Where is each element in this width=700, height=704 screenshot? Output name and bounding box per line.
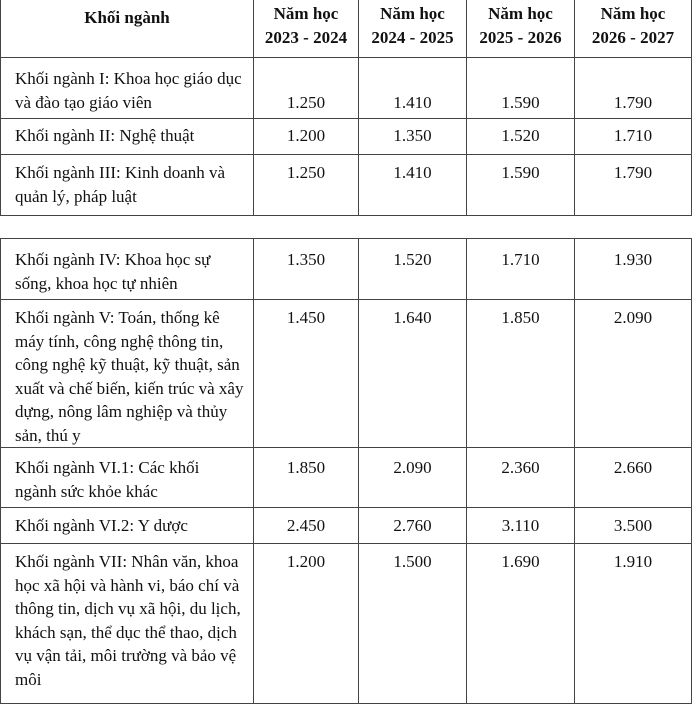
row-label: Khối ngành I: Khoa học giáo dục và đào tạo giáo viên <box>1 58 254 119</box>
table-row <box>1 544 692 704</box>
table-row <box>1 155 692 216</box>
cell-value: 1.350 <box>359 119 467 155</box>
cell-value: 1.790 <box>575 58 692 119</box>
table-row <box>1 58 692 119</box>
cell-value: 2.090 <box>359 448 467 508</box>
cell-value: 1.790 <box>575 155 692 216</box>
table-row <box>1 239 692 300</box>
header-row <box>1 0 692 58</box>
cell-value: 1.250 <box>254 58 359 119</box>
header-year-label: Năm học <box>600 4 666 23</box>
cell-value: 2.760 <box>359 508 467 544</box>
tuition-table-part-1 <box>0 0 692 216</box>
row-label: Khối ngành VII: Nhân văn, khoa học xã hội và hành vi, báo chí và thông tin, dịch vụ xã hội, du lịch, khách sạn, thể dục thể thao, dịch vụ vận tải, môi trường và bảo vệ môi <box>1 544 254 704</box>
cell-value: 1.590 <box>467 58 575 119</box>
cell-value: 2.360 <box>467 448 575 508</box>
cell-value: 1.850 <box>254 448 359 508</box>
cell-value: 1.450 <box>254 300 359 448</box>
cell-value: 1.590 <box>467 155 575 216</box>
cell-value: 2.090 <box>575 300 692 448</box>
table-row <box>1 300 692 448</box>
header-year-range: 2025 - 2026 <box>479 27 562 47</box>
cell-value: 1.520 <box>359 239 467 300</box>
header-year-range: 2023 - 2024 <box>264 27 348 47</box>
cell-value: 1.710 <box>575 119 692 155</box>
row-label: Khối ngành II: Nghệ thuật <box>1 119 254 155</box>
header-year-2026 <box>575 0 692 58</box>
row-label: Khối ngành IV: Khoa học sự sống, khoa học tự nhiên <box>1 239 254 300</box>
header-year-2025 <box>467 0 575 58</box>
cell-value: 3.500 <box>575 508 692 544</box>
cell-value: 1.930 <box>575 239 692 300</box>
cell-value: 2.660 <box>575 448 692 508</box>
cell-value: 1.850 <box>467 300 575 448</box>
header-khoi-nganh: Khối ngành <box>1 0 254 58</box>
cell-value: 1.410 <box>359 58 467 119</box>
table-row <box>1 119 692 155</box>
cell-value: 1.910 <box>575 544 692 704</box>
table-row <box>1 508 692 544</box>
header-year-2024 <box>359 0 467 58</box>
cell-value: 1.350 <box>254 239 359 300</box>
cell-value: 1.690 <box>467 544 575 704</box>
cell-value: 1.200 <box>254 119 359 155</box>
row-label: Khối ngành III: Kinh doanh và quản lý, pháp luật <box>1 155 254 216</box>
cell-value: 1.520 <box>467 119 575 155</box>
cell-value: 1.410 <box>359 155 467 216</box>
table-row <box>1 448 692 508</box>
cell-value: 2.450 <box>254 508 359 544</box>
tuition-table-part-2 <box>0 238 692 704</box>
header-year-range: 2026 - 2027 <box>591 27 675 47</box>
cell-value: 1.710 <box>467 239 575 300</box>
header-year-2023 <box>254 0 359 58</box>
header-year-label: Năm học <box>273 4 339 23</box>
cell-value: 1.640 <box>359 300 467 448</box>
row-label: Khối ngành VI.1: Các khối ngành sức khỏe khác <box>1 448 254 508</box>
cell-value: 3.110 <box>467 508 575 544</box>
header-year-range: 2024 - 2025 <box>371 27 454 47</box>
row-label: Khối ngành V: Toán, thống kê máy tính, công nghệ thông tin, công nghệ kỹ thuật, kỹ thuật, sản xuất và chế biến, kiến trúc và xây dựng, nông lâm nghiệp và thủy sản, thú y <box>1 300 254 448</box>
cell-value: 1.500 <box>359 544 467 704</box>
header-year-label: Năm học <box>380 4 445 23</box>
cell-value: 1.250 <box>254 155 359 216</box>
cell-value: 1.200 <box>254 544 359 704</box>
row-label: Khối ngành VI.2: Y dược <box>1 508 254 544</box>
header-year-label: Năm học <box>488 4 553 23</box>
